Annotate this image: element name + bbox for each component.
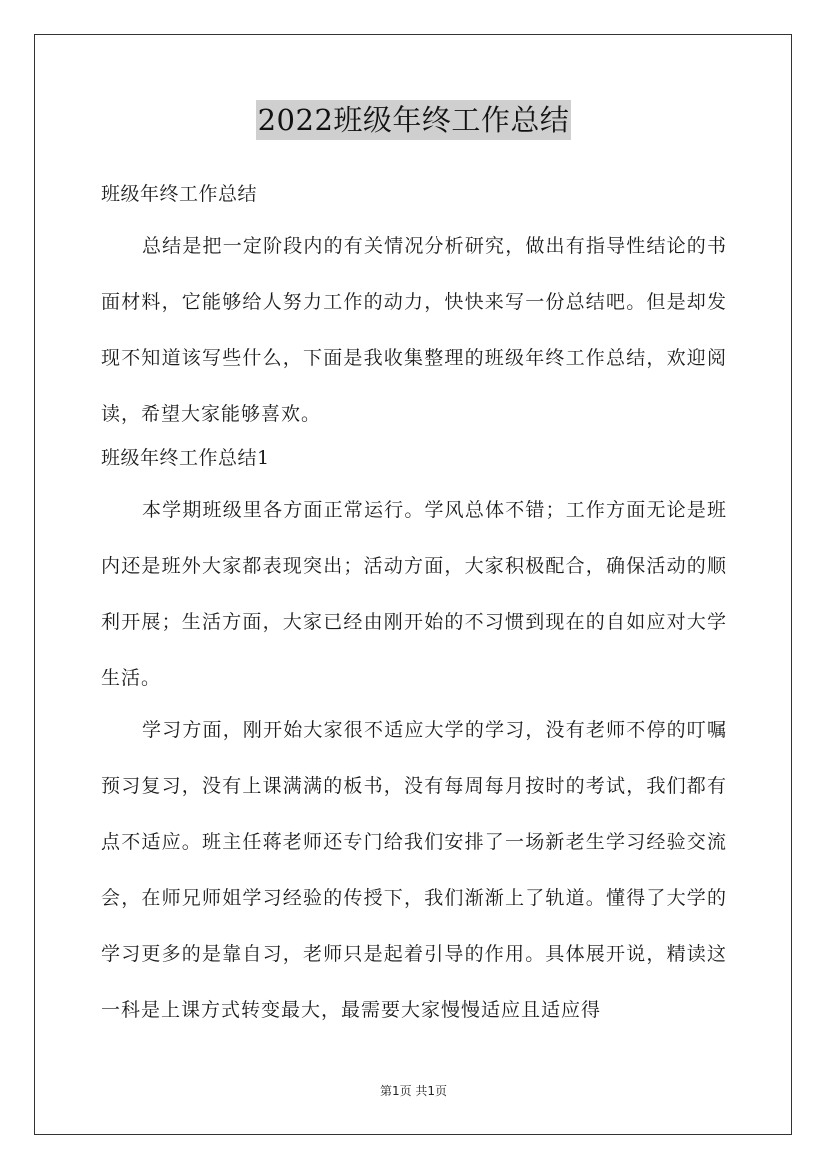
document-body (101, 174, 727, 1038)
title-container (0, 100, 827, 140)
paragraph: 总结是把一定阶段内的有关情况分析研究，做出有指导性结论的书面材料，它能够给人努力工作的动力，快快来写一份总结吧。但是却发现不知道该写些什么，下面是我收集整理的班级年终工作总结，欢迎阅读，希望大家能够喜欢。 (101, 235, 727, 425)
section-heading: 班级年终工作总结1 (101, 447, 270, 469)
paragraph: 本学期班级里各方面正常运行。学风总体不错；工作方面无论是班内还是班外大家都表现突出；活动方面，大家积极配合，确保活动的顺利开展；生活方面，大家已经由刚开始的不习惯到现在的自如应对大学生活。 (101, 499, 727, 689)
paragraph: 学习方面，刚开始大家很不适应大学的学习，没有老师不停的叮嘱预习复习，没有上课满满的板书，没有每周每月按时的考试，我们都有点不适应。班主任蒋老师还专门给我们安排了一场新老生学习经验交流会，在师兄师姐学习经验的传授下，我们渐渐上了轨道。懂得了大学的学习更多的是靠自习，老师只是起着引导的作用。具体展开说，精读这一科是上课方式转变最大，最需要大家慢慢适应且适应得 (101, 719, 727, 1021)
page-number-footer: 第1页 共1页 (379, 1084, 448, 1098)
document-title: 2022班级年终工作总结 (256, 100, 572, 140)
section-heading: 班级年终工作总结 (101, 183, 258, 205)
